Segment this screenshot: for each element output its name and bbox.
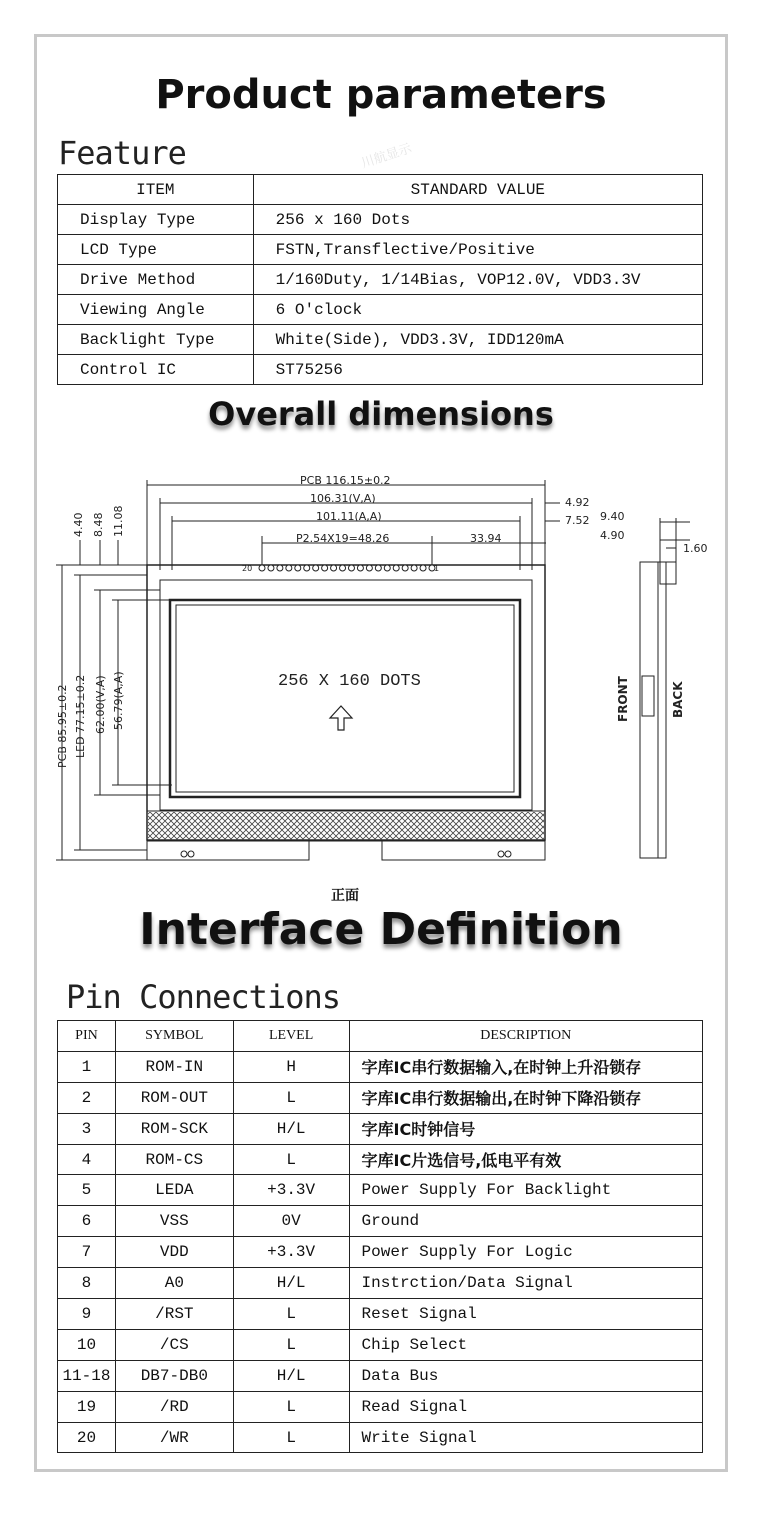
feature-row: [58, 235, 703, 265]
pin-level: L: [233, 1422, 349, 1453]
feature-table: [57, 174, 703, 385]
pin-number: 19: [58, 1391, 116, 1422]
pin-number: 20: [58, 1422, 116, 1453]
pin-description: Power Supply For Logic: [349, 1237, 702, 1268]
pin-level: +3.3V: [233, 1175, 349, 1206]
pin-level: H/L: [233, 1360, 349, 1391]
feature-heading: Feature: [58, 134, 186, 172]
pin-pad: [420, 565, 426, 571]
pin-level: 0V: [233, 1206, 349, 1237]
pin-pad: [348, 565, 354, 571]
pin-symbol: /WR: [115, 1422, 233, 1453]
pin-pad: [286, 565, 292, 571]
pin-row: [58, 1206, 703, 1237]
title-overall-dimensions: Overall dimensions: [208, 395, 554, 433]
pin-row: [58, 1051, 703, 1082]
feature-item: Display Type: [58, 205, 254, 235]
pin-pad: [304, 565, 310, 571]
pin-header-level: LEVEL: [233, 1021, 349, 1052]
pin-pad: [340, 565, 346, 571]
pin-row: [58, 1237, 703, 1268]
pin-row: [58, 1144, 703, 1175]
pin-header-description: DESCRIPTION: [349, 1021, 702, 1052]
pin-number: 5: [58, 1175, 116, 1206]
pin-symbol: /CS: [115, 1329, 233, 1360]
feature-value: White(Side), VDD3.3V, IDD120mA: [253, 325, 702, 355]
pin-label-20: 20: [242, 564, 253, 573]
dimension-drawing: [0, 440, 762, 930]
pin-level: H/L: [233, 1268, 349, 1299]
feature-value: FSTN,Transflective/Positive: [253, 235, 702, 265]
pin-row: [58, 1113, 703, 1144]
pin-pad: [268, 565, 274, 571]
pin-number: 9: [58, 1299, 116, 1330]
dim-side-940: 9.40: [600, 510, 625, 523]
dim-pin-offset: 33.94: [470, 532, 502, 545]
pin-connections-heading: Pin Connections: [66, 978, 340, 1016]
pin-pad: [393, 565, 399, 571]
pin-pad: [295, 565, 301, 571]
feature-row: [58, 355, 703, 385]
pin-row: [58, 1391, 703, 1422]
pin-row: [58, 1268, 703, 1299]
feature-item: Drive Method: [58, 265, 254, 295]
pin-row: [58, 1175, 703, 1206]
title-product-parameters: Product parameters: [155, 72, 607, 118]
dim-left-440: 4.40: [72, 512, 85, 537]
pin-level: H/L: [233, 1113, 349, 1144]
pin-level: L: [233, 1391, 349, 1422]
feature-value: ST75256: [253, 355, 702, 385]
pin-symbol: ROM-IN: [115, 1051, 233, 1082]
pin-symbol: LEDA: [115, 1175, 233, 1206]
pin-symbol: /RST: [115, 1299, 233, 1330]
pin-row: [58, 1360, 703, 1391]
dim-aa-height: 56.79(A,A): [112, 671, 125, 730]
dim-aa-width: 101.11(A,A): [316, 510, 382, 523]
label-front: FRONT: [616, 676, 630, 722]
view-caption: 正面: [331, 888, 359, 904]
pin-description: 字库IC片选信号,低电平有效: [349, 1144, 702, 1175]
feature-item: Viewing Angle: [58, 295, 254, 325]
pin-number: 4: [58, 1144, 116, 1175]
watermark: 川航显示: [359, 141, 414, 172]
dim-pitch: P2.54X19=48.26: [296, 532, 390, 545]
pin-description: Reset Signal: [349, 1299, 702, 1330]
dim-left-1108: 11.08: [112, 505, 125, 537]
dim-va-width: 106.31(V,A): [310, 492, 376, 505]
feature-header-item: ITEM: [58, 175, 254, 205]
pin-number: 8: [58, 1268, 116, 1299]
pin-label-1: 1: [434, 564, 440, 573]
feature-item: Control IC: [58, 355, 254, 385]
pin-symbol: VDD: [115, 1237, 233, 1268]
pin-pad: [313, 565, 319, 571]
dim-right-492: 4.92: [565, 496, 590, 509]
feature-header-row: [58, 175, 703, 205]
pin-symbol: A0: [115, 1268, 233, 1299]
pin-level: L: [233, 1299, 349, 1330]
feature-header-value: STANDARD VALUE: [253, 175, 702, 205]
feature-value: 6 O'clock: [253, 295, 702, 325]
pin-description: 字库IC时钟信号: [349, 1113, 702, 1144]
pin-number: 1: [58, 1051, 116, 1082]
pin-symbol: DB7-DB0: [115, 1360, 233, 1391]
dim-va-height: 62.00(V,A): [94, 675, 107, 734]
pin-description: 字库IC串行数据输出,在时钟下降沿锁存: [349, 1082, 702, 1113]
pin-pad: [277, 565, 283, 571]
pin-pad: [331, 565, 337, 571]
pin-number: 6: [58, 1206, 116, 1237]
feature-row: [58, 325, 703, 355]
pin-description: Instrction/Data Signal: [349, 1268, 702, 1299]
title-interface-definition: Interface Definition: [139, 904, 623, 955]
dim-led-height: LED 77.15±0.2: [74, 674, 87, 758]
label-back: BACK: [671, 681, 685, 718]
pin-level: L: [233, 1144, 349, 1175]
pin-description: Read Signal: [349, 1391, 702, 1422]
pin-symbol: /RD: [115, 1391, 233, 1422]
pin-symbol: ROM-CS: [115, 1144, 233, 1175]
pin-pad: [375, 565, 381, 571]
pin-pad: [411, 565, 417, 571]
pin-level: L: [233, 1329, 349, 1360]
dim-side-490: 4.90: [600, 529, 625, 542]
pin-symbol: ROM-SCK: [115, 1113, 233, 1144]
pin-pad: [384, 565, 390, 571]
pin-number: 10: [58, 1329, 116, 1360]
pin-row: [259, 565, 435, 571]
pin-description: Ground: [349, 1206, 702, 1237]
dim-pcb-width: PCB 116.15±0.2: [300, 474, 391, 487]
feature-value: 256 x 160 Dots: [253, 205, 702, 235]
pin-pad: [322, 565, 328, 571]
pin-level: H: [233, 1051, 349, 1082]
pin-number: 11-18: [58, 1360, 116, 1391]
pin-row: [58, 1082, 703, 1113]
pin-row: [58, 1422, 703, 1453]
pin-row: [58, 1299, 703, 1330]
feature-row: [58, 295, 703, 325]
pin-header-row: [58, 1021, 703, 1052]
pin-level: +3.3V: [233, 1237, 349, 1268]
pin-description: Write Signal: [349, 1422, 702, 1453]
pin-pad: [357, 565, 363, 571]
pin-symbol: ROM-OUT: [115, 1082, 233, 1113]
pin-level: L: [233, 1082, 349, 1113]
dim-pcb-height: PCB 85.95±0.2: [56, 684, 69, 768]
pin-table: [57, 1020, 703, 1453]
fpc-hatch: [148, 812, 544, 840]
pin-number: 7: [58, 1237, 116, 1268]
pin-symbol: VSS: [115, 1206, 233, 1237]
feature-row: [58, 265, 703, 295]
pin-description: 字库IC串行数据输入,在时钟上升沿锁存: [349, 1051, 702, 1082]
pin-pad: [402, 565, 408, 571]
screen-label: 256 X 160 DOTS: [278, 672, 421, 691]
dim-left-848: 8.48: [92, 512, 105, 537]
up-arrow-icon: [330, 706, 352, 730]
pin-description: Data Bus: [349, 1360, 702, 1391]
dim-right-752: 7.52: [565, 514, 590, 527]
feature-item: Backlight Type: [58, 325, 254, 355]
pin-header-pin: PIN: [58, 1021, 116, 1052]
feature-value: 1/160Duty, 1/14Bias, VOP12.0V, VDD3.3V: [253, 265, 702, 295]
pin-row: [58, 1329, 703, 1360]
pin-pad: [366, 565, 372, 571]
pin-number: 2: [58, 1082, 116, 1113]
feature-item: LCD Type: [58, 235, 254, 265]
pin-description: Chip Select: [349, 1329, 702, 1360]
pin-description: Power Supply For Backlight: [349, 1175, 702, 1206]
pin-header-symbol: SYMBOL: [115, 1021, 233, 1052]
pin-number: 3: [58, 1113, 116, 1144]
dim-side-160: 1.60: [683, 542, 708, 555]
pin-pad: [259, 565, 265, 571]
feature-row: [58, 205, 703, 235]
